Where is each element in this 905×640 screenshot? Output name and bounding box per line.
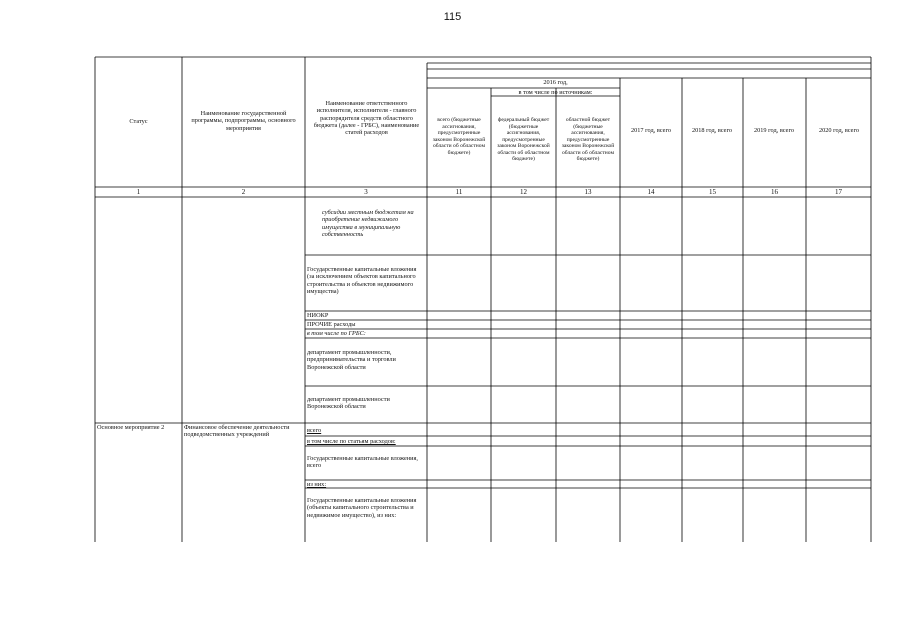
row-by-items: в том числе по статьям расходов: [307, 438, 396, 445]
row-name-measure-2: Финансовое обеспечение деятельности подведомственных учреждений [184, 424, 290, 439]
header-regional: областной бюджет (бюджетные ассигнования, предусмотренные законом Воронежской области об областном бюджете) [561, 117, 615, 162]
header-2019: 2019 год, всего [753, 127, 795, 134]
col-number: 12 [520, 188, 527, 196]
header-2018: 2018 год, всего [691, 127, 733, 134]
row-of-which: из них: [307, 481, 327, 488]
row-dept-industry: департамент промышленности Воронежской области [307, 396, 390, 411]
col-number: 14 [647, 188, 655, 196]
header-executor-name: Наименование ответственного исполнителя, исполнителя - главного распорядителя средств областного бюджета (далее - ГРБС), наименование статей расходов [313, 100, 420, 137]
header-2017: 2017 год, всего [630, 127, 672, 134]
row-total: всего [307, 427, 322, 434]
header-sources: в том числе по источникам: [518, 89, 593, 96]
row-capital-total: Государственные капитальные вложения, всего [307, 455, 418, 470]
col-number: 17 [835, 188, 842, 196]
header-total-2016: всего (бюджетные ассигнования, предусмотренные законом Воронежской области об областном бюджете) [432, 117, 486, 156]
header-program-name: Наименование государственной программы, подпрограммы, основного мероприятия [191, 110, 296, 132]
col-number: 13 [584, 188, 592, 196]
row-status-measure-2: Основное мероприятие 2 [97, 424, 165, 431]
col-number: 1 [136, 188, 141, 196]
row-dept-industry-trade: департамент промышленности, предпринимательства и торговли Воронежской области [307, 349, 396, 371]
col-number: 3 [364, 188, 368, 196]
row-grbs: в том числе по ГРБС: [307, 330, 366, 337]
header-2020: 2020 год, всего [818, 127, 860, 134]
row-subsidies: субсидии местным бюджетам на приобретение недвижимого имущества в муниципальную собственность [322, 209, 414, 238]
header-year-2016: 2016 год, [543, 79, 568, 86]
col-number: 15 [709, 188, 716, 196]
page-number: 115 [443, 11, 462, 23]
col-number: 16 [771, 188, 778, 196]
header-federal: федеральный бюджет (бюджетные ассигнования, предусмотренные законом Воронежской области об областном бюджете) [497, 117, 550, 162]
col-number: 11 [455, 188, 463, 196]
col-number: 2 [241, 188, 246, 196]
header-status: Статус [129, 118, 148, 125]
row-niokr: НИОКР [307, 312, 329, 319]
row-capital-investments: Государственные капитальные вложения (за исключением объектов капитального строительства и объектов недвижимого имущества) [307, 266, 417, 295]
row-capital-objects: Государственные капитальные вложения (объекты капитального строительства и недвижимое имущество), из них: [307, 497, 417, 519]
row-other: ПРОЧИЕ расходы [307, 321, 356, 328]
